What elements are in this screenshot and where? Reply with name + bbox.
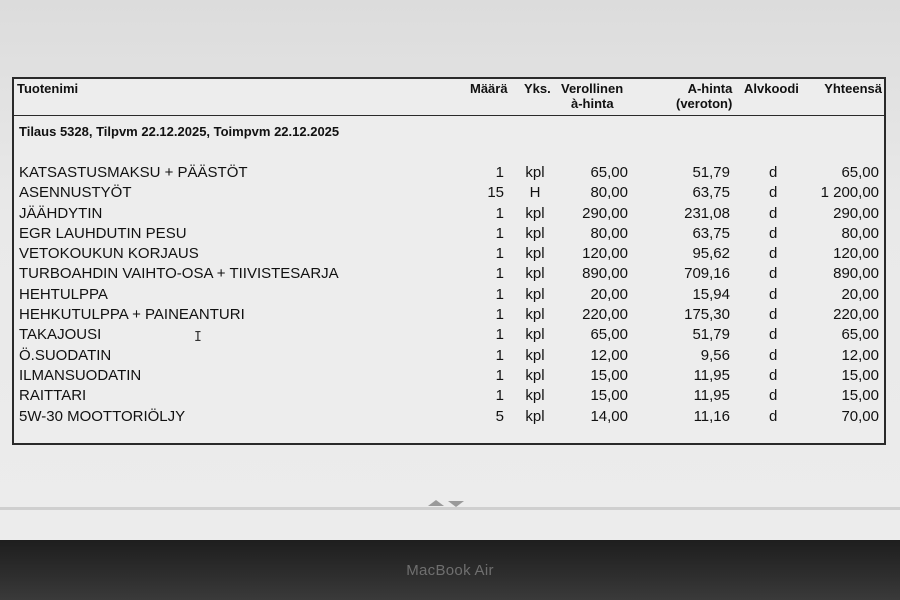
scroll-up-icon[interactable] <box>428 500 444 506</box>
row-price-incl-vat: 890,00 <box>582 265 628 283</box>
header-net-line1: A-hinta <box>687 81 733 96</box>
row-product-name: TAKAJOUSI <box>19 326 102 344</box>
row-quantity: 15 <box>487 184 504 202</box>
row-vat-code: d <box>769 285 778 303</box>
row-total: 12,00 <box>841 346 879 364</box>
row-quantity: 1 <box>495 204 504 222</box>
row-price-incl-vat: 15,00 <box>590 387 628 405</box>
row-total: 70,00 <box>841 407 879 425</box>
row-vat-code: d <box>769 366 778 384</box>
scrollbar-track[interactable] <box>0 507 900 510</box>
row-vat-code: d <box>769 164 778 181</box>
row-price-incl-vat: 290,00 <box>582 204 628 222</box>
row-price-incl-vat: 12,00 <box>590 346 628 364</box>
row-product-name: 5W-30 MOOTTORIÖLJY <box>19 407 186 425</box>
row-price-incl-vat: 80,00 <box>590 224 628 242</box>
row-total: 15,00 <box>841 366 879 384</box>
row-total: 890,00 <box>833 265 879 283</box>
row-unit: kpl <box>525 366 545 384</box>
row-unit: kpl <box>525 224 545 242</box>
row-product-name: JÄÄHDYTIN <box>19 204 103 222</box>
row-unit: kpl <box>525 407 545 425</box>
row-product-name: HEHTULPPA <box>19 285 108 303</box>
row-product-name: EGR LAUHDUTIN PESU <box>19 224 187 242</box>
row-unit: kpl <box>525 245 545 263</box>
header-net-line2: (veroton) <box>676 96 733 111</box>
table-row[interactable] <box>14 366 884 386</box>
table-row[interactable] <box>14 407 884 427</box>
row-total: 65,00 <box>841 326 879 344</box>
row-vat-code: d <box>769 245 778 263</box>
row-total: 1 200,00 <box>820 184 879 202</box>
laptop-brand-label: MacBook Air <box>406 562 494 579</box>
row-quantity: 5 <box>495 407 504 425</box>
row-price-incl-vat: 15,00 <box>590 366 628 384</box>
row-quantity: 1 <box>495 387 504 405</box>
row-quantity: 1 <box>495 366 504 384</box>
row-product-name: ASENNUSTYÖT <box>19 184 132 202</box>
row-product-name: VETOKOUKUN KORJAUS <box>19 245 199 263</box>
table-row[interactable] <box>14 386 884 406</box>
header-total[interactable]: Yhteensä <box>824 81 882 96</box>
row-product-name: TURBOAHDIN VAIHTO-OSA + TIIVISTESARJA <box>19 265 339 283</box>
header-unit[interactable]: Yks. <box>524 81 551 96</box>
row-quantity: 1 <box>495 326 504 344</box>
row-price-incl-vat: 14,00 <box>590 407 628 425</box>
row-vat-code: d <box>769 265 778 283</box>
row-price-excl-vat: 175,30 <box>684 306 730 324</box>
row-total: 65,00 <box>841 164 879 181</box>
row-quantity: 1 <box>495 285 504 303</box>
header-product[interactable]: Tuotenimi <box>17 81 79 96</box>
row-price-incl-vat: 65,00 <box>590 164 628 181</box>
row-vat-code: d <box>769 387 778 405</box>
row-total: 290,00 <box>833 204 879 222</box>
row-total: 15,00 <box>841 387 879 405</box>
row-vat-code: d <box>769 346 778 364</box>
table-row[interactable] <box>14 346 884 366</box>
order-info: Tilaus 5328, Tilpvm 22.12.2025, Toimpvm 22.12.2025 <box>19 124 340 139</box>
row-vat-code: d <box>769 204 778 222</box>
row-unit: kpl <box>525 164 545 181</box>
table-row[interactable] <box>14 183 884 203</box>
row-vat-code: d <box>769 224 778 242</box>
row-price-excl-vat: 231,08 <box>684 204 730 222</box>
row-vat-code: d <box>769 184 778 202</box>
invoice-rows <box>14 163 884 427</box>
table-header <box>14 79 884 116</box>
row-quantity: 1 <box>495 224 504 242</box>
invoice-document <box>12 77 886 445</box>
table-row[interactable] <box>14 244 884 264</box>
row-unit: H <box>529 184 541 202</box>
row-price-excl-vat: 95,62 <box>692 245 730 263</box>
row-unit: kpl <box>525 204 545 222</box>
row-vat-code: d <box>769 326 778 344</box>
header-price[interactable] <box>561 81 623 111</box>
row-product-name: HEHKUTULPPA + PAINEANTURI <box>19 306 245 324</box>
row-product-name: Ö.SUODATIN <box>19 346 112 364</box>
row-product-name: RAITTARI <box>19 387 87 405</box>
header-price-line2: à-hinta <box>571 96 614 111</box>
row-vat-code: d <box>769 306 778 324</box>
header-qty[interactable]: Määrä <box>470 81 508 96</box>
row-price-excl-vat: 51,79 <box>692 164 730 181</box>
row-total: 120,00 <box>833 245 879 263</box>
row-total: 80,00 <box>841 224 879 242</box>
row-price-excl-vat: 15,94 <box>692 285 730 303</box>
table-row[interactable] <box>14 285 884 305</box>
row-total: 20,00 <box>841 285 879 303</box>
row-price-excl-vat: 9,56 <box>700 346 730 364</box>
row-unit: kpl <box>525 326 545 344</box>
row-unit: kpl <box>525 346 545 364</box>
row-price-excl-vat: 11,95 <box>693 366 730 384</box>
row-quantity: 1 <box>495 265 504 283</box>
row-price-incl-vat: 20,00 <box>590 285 628 303</box>
row-product-name: ILMANSUODATIN <box>19 366 142 384</box>
row-price-incl-vat: 80,00 <box>590 184 628 202</box>
table-row[interactable] <box>14 163 884 183</box>
row-quantity: 1 <box>495 164 504 181</box>
table-row[interactable] <box>14 224 884 244</box>
row-unit: kpl <box>525 387 545 405</box>
row-vat-code: d <box>769 407 778 425</box>
row-price-excl-vat: 11,95 <box>693 387 730 405</box>
table-row[interactable] <box>14 325 884 345</box>
row-price-excl-vat: 11,16 <box>693 407 730 425</box>
row-price-excl-vat: 709,16 <box>684 265 730 283</box>
header-net[interactable] <box>676 81 732 111</box>
row-price-excl-vat: 63,75 <box>692 224 730 242</box>
row-quantity: 1 <box>495 245 504 263</box>
row-price-incl-vat: 220,00 <box>582 306 628 324</box>
table-row[interactable] <box>14 264 884 284</box>
row-quantity: 1 <box>495 306 504 324</box>
table-row[interactable] <box>14 204 884 224</box>
row-quantity: 1 <box>495 346 504 364</box>
row-price-excl-vat: 51,79 <box>692 326 730 344</box>
row-unit: kpl <box>525 265 545 283</box>
row-price-incl-vat: 65,00 <box>590 326 628 344</box>
header-price-line1: Verollinen <box>561 81 624 96</box>
table-row[interactable] <box>14 305 884 325</box>
row-price-incl-vat: 120,00 <box>582 245 628 263</box>
row-product-name: KATSASTUSMAKSU + PÄÄSTÖT <box>19 164 248 181</box>
row-price-excl-vat: 63,75 <box>692 184 730 202</box>
row-total: 220,00 <box>833 306 879 324</box>
row-unit: kpl <box>525 306 545 324</box>
header-vat[interactable]: Alvkoodi <box>744 81 799 96</box>
text-cursor-icon: I <box>194 330 202 345</box>
row-unit: kpl <box>525 285 545 303</box>
